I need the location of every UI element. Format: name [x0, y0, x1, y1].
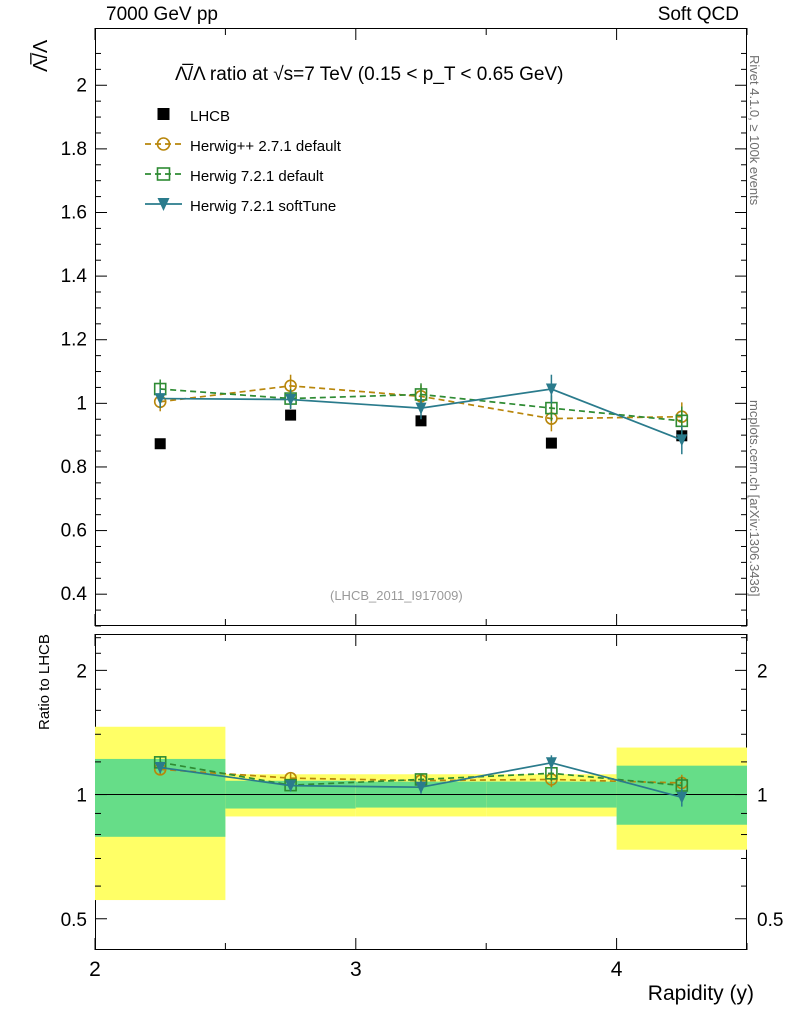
mcplots-label: mcplots.cern.ch [arXiv:1306.3436] [747, 400, 762, 597]
main-ytick-label-2: 0.8 [60, 456, 87, 478]
header-right: Soft QCD [657, 4, 739, 25]
legend-label-0: LHCB [190, 108, 231, 125]
rivet-version-label: Rivet 4.1.0, ≥ 100k events [747, 55, 762, 206]
ratio-ytick-label-2: 2 [76, 661, 87, 683]
legend-label-1: Herwig++ 2.7.1 default [190, 138, 341, 155]
x-axis-label: Rapidity (y) [647, 982, 754, 1005]
ratio-ytick-label-right-2: 2 [757, 661, 768, 683]
main-ytick-label-4: 1.2 [60, 329, 87, 351]
analysis-id-watermark: (LHCB_2011_I917009) [330, 588, 463, 603]
legend-marker-0 [158, 108, 170, 120]
main-ytick-label-5: 1.4 [60, 266, 87, 288]
main-ytick-label-0: 0.4 [60, 584, 87, 606]
main-ytick-label-6: 1.6 [60, 202, 87, 224]
legend-label-2: Herwig 7.2.1 default [190, 168, 324, 185]
ratio-xtick-label-4: 4 [610, 958, 623, 981]
ratio-ytick-label-right-1: 1 [757, 785, 768, 807]
main-marker [155, 438, 166, 449]
main-marker [285, 410, 296, 421]
main-y-axis-label: Λ̅/Λ [30, 39, 52, 72]
ratio-ytick-label-0: 0.5 [60, 909, 87, 931]
ratio-y-axis-label: Ratio to LHCB [36, 634, 53, 730]
main-ytick-label-1: 0.6 [60, 520, 87, 542]
ratio-ytick-label-right-0: 0.5 [757, 909, 784, 931]
main-ytick-label-7: 1.8 [60, 138, 87, 160]
header-left: 7000 GeV pp [106, 4, 218, 25]
ratio-xtick-label-2: 3 [349, 958, 362, 981]
legend-label-3: Herwig 7.2.1 softTune [190, 198, 337, 215]
ratio-ytick-label-1: 1 [76, 785, 87, 807]
plot-title: Λ̅/Λ ratio at √s=7 TeV (0.15 < p_T < 0.65 GeV) [175, 64, 564, 85]
main-ytick-label-8: 2 [76, 75, 87, 97]
ratio-xtick-label-0: 2 [89, 958, 101, 981]
main-ytick-label-3: 1 [76, 393, 87, 415]
main-marker [546, 438, 557, 449]
